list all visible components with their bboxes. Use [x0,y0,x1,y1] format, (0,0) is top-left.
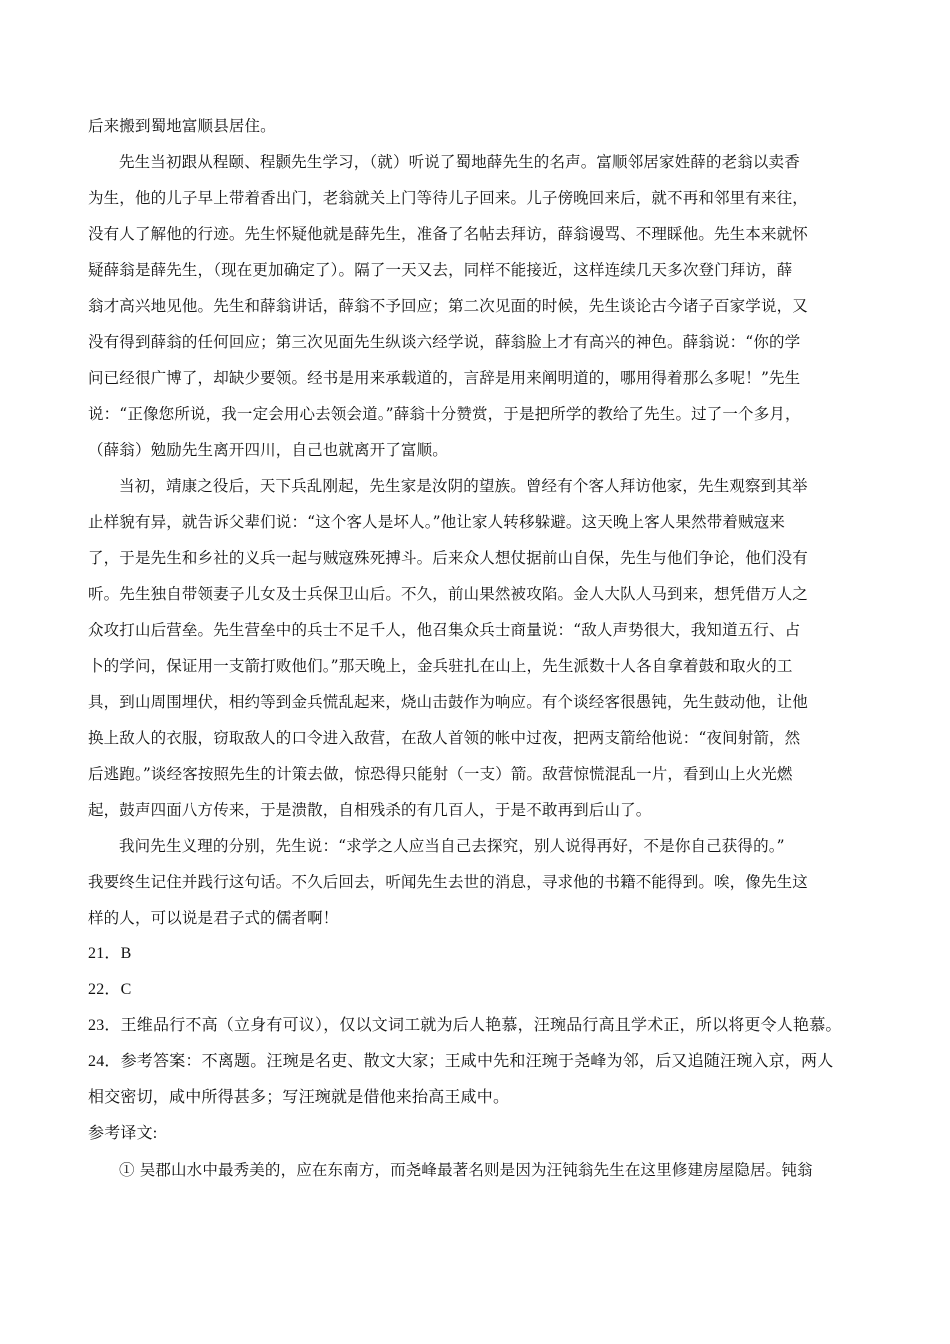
text-line: 没有人了解他的行迹。先生怀疑他就是薛先生，准备了名帖去拜访，薛翁谩骂、不理睬他。先生本来就怀 [88,225,808,243]
text-line: ① 吴郡山水中最秀美的，应在东南方，而尧峰最著名则是因为汪钝翁先生在这里修建房屋隐居。钝翁 [119,1161,813,1179]
text-line: 众攻打山后营垒。先生营垒中的兵士不足千人，他召集众兵士商量说：“敌人声势很大，我知道五行、占 [88,621,801,639]
answer-24-cont: 相交密切，咸中所得甚多；写汪琬就是借他来抬高王咸中。 [88,1089,510,1106]
text-line: 疑薛翁是薛先生，（现在更加确定了）。隔了一天又去，同样不能接近，这样连续几天多次登门拜访，薛 [88,261,793,279]
paragraph-xue [88,144,864,468]
text-line: 说：“正像您所说，我一定会用心去领会道。”薛翁十分赞赏，于是把所学的教给了先生。过了一个多月， [88,405,801,423]
text-line: 后来搬到蜀地富顺县居住。 [88,117,276,135]
text-line: 为生，他的儿子早上带着香出门，老翁就关上门等待儿子回来。儿子傍晚回来后，就不再和邻里有来往， [88,189,808,207]
text-line: 当初，靖康之役后，天下兵乱刚起，先生家是汝阴的望族。曾经有个客人拜访他家，先生观察到其举 [119,477,808,495]
text-line: 问已经很广博了，却缺少要领。经书是用来承载道的，言辞是用来阐明道的，哪用得着那么多呢！”先生 [88,369,801,387]
text-line: 我要终生记住并践行这句话。不久后回去，听闻先生去世的消息，寻求他的书籍不能得到。唉，像先生这 [88,873,808,891]
text-line: 翁才高兴地见他。先生和薛翁讲话，薛翁不予回应；第二次见面的时候，先生谈论古今诸子百家学说，又 [88,297,808,315]
text-line: 卜的学问，保证用一支箭打败他们。”那天晚上，金兵驻扎在山上，先生派数十人各自拿着鼓和取火的工 [88,657,793,675]
answer-23: 23．王维品行不高（立身有可议），仅以文词工就为后人艳慕，汪琬品行高且学术正，所以将更令人艳慕。 [88,1017,842,1034]
text-line: 止样貌有异，就告诉父辈们说：“这个客人是坏人。”他让家人转移躲避。这天晚上客人果然带着贼寇来 [88,513,786,531]
text-line: 没有得到薛翁的任何回应；第三次见面先生纵谈六经学说，薛翁脸上才有高兴的神色。薛翁说：“你的学 [88,333,801,351]
answer-21: 21．B [88,945,132,962]
paragraph-yili [88,828,864,936]
text-line: 样的人，可以说是君子式的儒者啊！ [88,909,339,927]
text-line: 具，到山周围埋伏，相约等到金兵慌乱起来，烧山击鼓作为响应。有个谈经客很愚钝，先生鼓动他，让他 [88,693,808,711]
text-line: 了，于是先生和乡社的义兵一起与贼寇殊死搏斗。后来众人想仗据前山自保，先生与他们争论，他们没有 [88,549,808,567]
answer-22: 22．C [88,981,132,998]
text-line: （薛翁）勉励先生离开四川，自己也就离开了富顺。 [88,441,448,459]
paragraph-jingkang [88,468,864,828]
text-line: 换上敌人的衣服，窃取敌人的口令进入敌营，在敌人首领的帐中过夜，把两支箭给他说：“夜间射箭，然 [88,729,801,747]
text-line: 后逃跑。”谈经客按照先生的计策去做，惊恐得只能射（一支）箭。敌营惊慌混乱一片，看到山上火光燃 [88,765,793,783]
reference-translation [88,1116,864,1188]
answer-section [88,936,864,1116]
text-line: 听。先生独自带领妻子儿女及士兵保卫山后。不久，前山果然被攻陷。金人大队人马到来，想凭借万人之 [88,585,808,603]
text-line: 起，鼓声四面八方传来，于是溃散，自相残杀的有几百人，于是不敢再到后山了。 [88,801,652,819]
text-line: 先生当初跟从程颐、程颢先生学习，（就）听说了蜀地薛先生的名声。富顺邻居家姓薛的老翁以卖香 [119,153,800,171]
document-page [88,108,864,1188]
text-line: 我问先生义理的分别，先生说：“求学之人应当自己去探究，别人说得再好，不是你自己获得的。” [119,837,785,855]
answer-24: 24．参考答案：不离题。汪琬是名吏、散文大家；王咸中先和汪琬于尧峰为邻，后又追随汪琬入京，两人 [88,1053,834,1070]
section-heading: 参考译文: [88,1125,158,1142]
